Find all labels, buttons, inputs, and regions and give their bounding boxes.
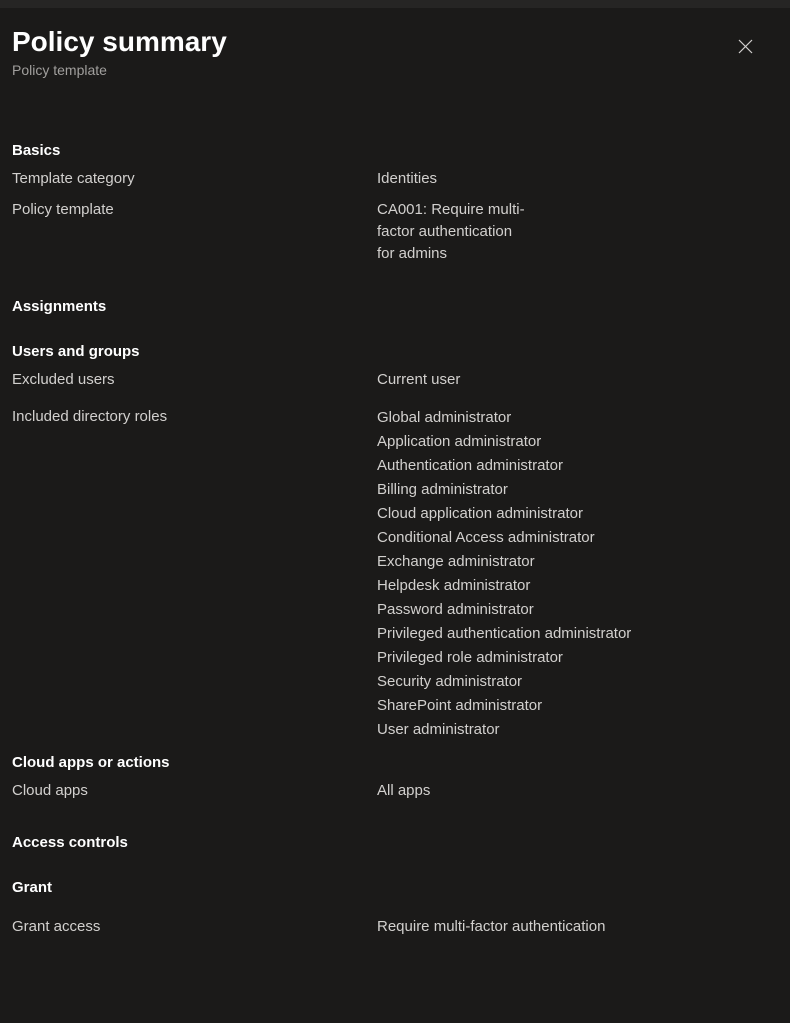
value-line: Cloud application administrator xyxy=(377,505,583,522)
row-value-roles-list xyxy=(377,406,754,742)
value-line: Conditional Access administrator xyxy=(377,529,595,546)
value-line: for admins xyxy=(377,245,448,262)
page-title: Policy summary xyxy=(12,26,227,57)
summary-row-policy-template xyxy=(12,199,754,265)
value-line: Helpdesk administrator xyxy=(377,577,531,594)
summary-row-grant-access xyxy=(12,916,754,938)
value-line: Current user xyxy=(377,371,461,388)
value-line: All apps xyxy=(377,782,431,799)
row-label: Excluded users xyxy=(12,371,115,388)
summary-row-excluded-users xyxy=(12,369,754,391)
value-line: CA001: Require multi- xyxy=(377,201,525,218)
section-heading-access-controls: Access controls xyxy=(12,834,128,851)
value-line: Application administrator xyxy=(377,433,542,450)
value-line: Billing administrator xyxy=(377,481,508,498)
value-line: User administrator xyxy=(377,721,500,738)
value-line: Privileged authentication administrator xyxy=(377,625,632,642)
row-value xyxy=(377,369,754,391)
section-heading-assignments: Assignments xyxy=(12,298,107,315)
value-line: Privileged role administrator xyxy=(377,649,563,666)
value-line: Password administrator xyxy=(377,601,534,618)
value-line: Require multi-factor authentication xyxy=(377,918,606,935)
row-value xyxy=(377,168,754,190)
value-line: factor authentication xyxy=(377,223,513,240)
top-strip xyxy=(0,0,790,8)
row-label: Grant access xyxy=(12,918,101,935)
row-value xyxy=(377,916,754,938)
value-line: SharePoint administrator xyxy=(377,697,543,714)
section-heading-grant: Grant xyxy=(12,879,53,896)
section-heading-basics: Basics xyxy=(12,142,61,159)
row-label: Cloud apps xyxy=(12,782,88,799)
close-button[interactable] xyxy=(734,35,756,57)
policy-summary-panel xyxy=(0,8,790,938)
summary-row-included-directory-roles xyxy=(12,406,754,742)
summary-row-cloud-apps xyxy=(12,780,754,802)
row-value xyxy=(377,780,754,802)
row-label: Policy template xyxy=(12,201,114,218)
value-line: Global administrator xyxy=(377,409,512,426)
row-label: Template category xyxy=(12,170,135,187)
row-label: Included directory roles xyxy=(12,408,168,425)
value-line: Identities xyxy=(377,170,438,187)
value-line: Exchange administrator xyxy=(377,553,535,570)
section-heading-users-and-groups: Users and groups xyxy=(12,343,140,360)
close-icon xyxy=(738,39,753,54)
page-subtitle: Policy template xyxy=(12,62,107,78)
row-value xyxy=(377,199,754,265)
summary-row-template-category xyxy=(12,168,754,190)
value-line: Authentication administrator xyxy=(377,457,563,474)
section-heading-cloud-apps-or-actions: Cloud apps or actions xyxy=(12,754,170,771)
value-line: Security administrator xyxy=(377,673,523,690)
